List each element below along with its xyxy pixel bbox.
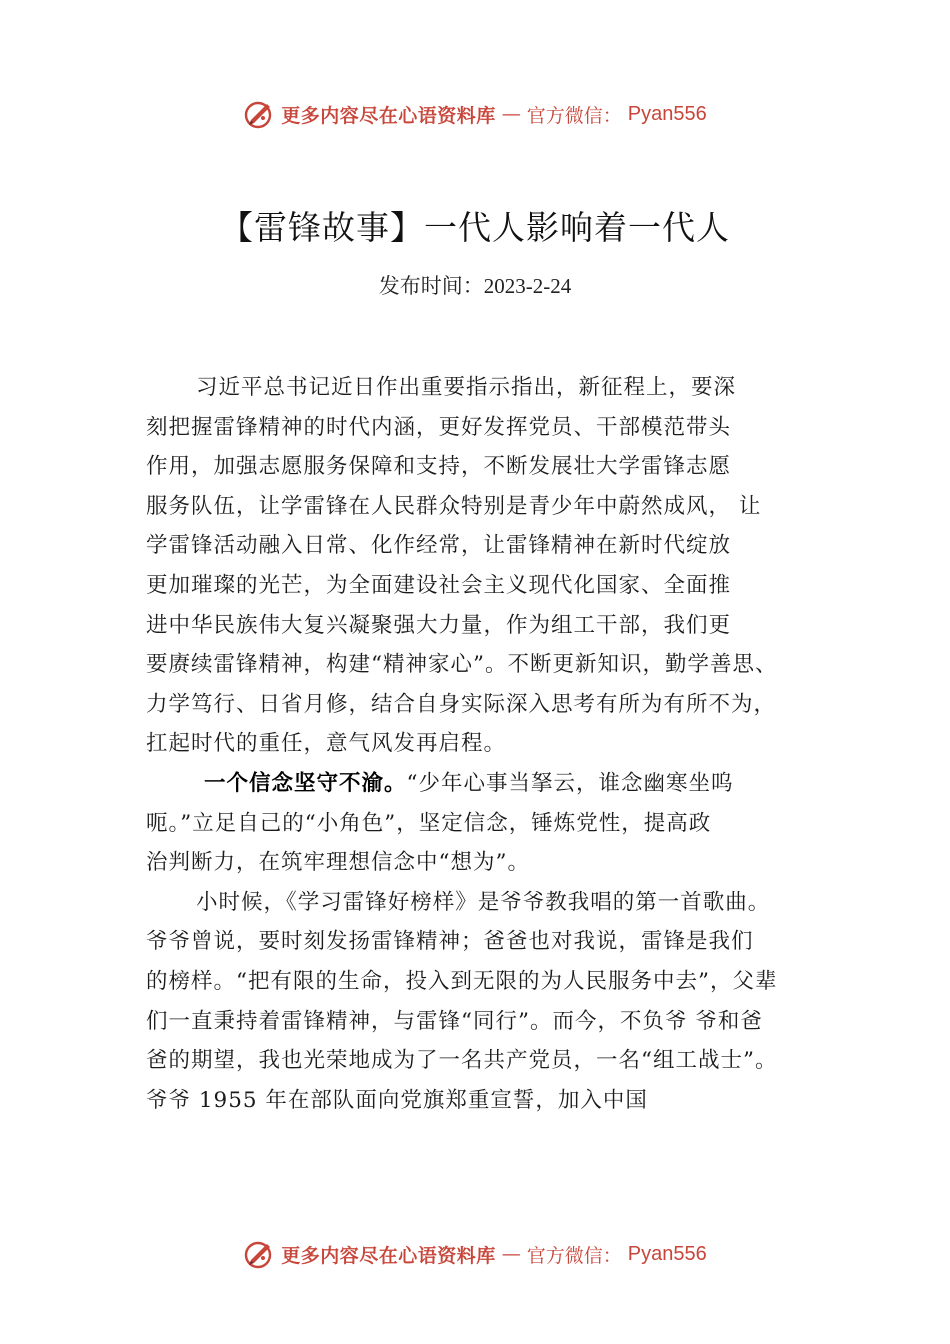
text-line: 习近平总书记近日作出重要指示指出，新征程上，要深 [196,375,737,400]
text-line: 刻把握雷锋精神的时代内涵，更好发挥党员、干部模范带头 [146,414,732,440]
text-line: 小时候，《学习雷锋好榜样》是爷爷教我唱的第一首歌曲。 [196,889,771,915]
text-line: 们一直秉持着雷锋精神，与雷锋“同行”。而今，不负爷 爷和爸 [146,1008,763,1034]
text-line: 爷爷 1955 年在部队面向党旗郑重宣誓，加入中国 [146,1087,648,1113]
text-line: 爷爷曾说，要时刻发扬雷锋精神；爸爸也对我说，雷锋是我们 [146,929,754,955]
article-body [146,368,836,1120]
header-watermark [0,96,950,132]
text-line: 呃。”立足自己的“小角色”，坚定信念，锤炼党性，提高政 [146,810,712,836]
text-line: 进中华民族伟大复兴凝聚强大力量，作为组工干部，我们更 [146,612,732,638]
page-title: 【雷锋故事】一代人影响着一代人 [220,208,730,247]
publish-date [0,270,950,300]
watermark-sub: 官方微信： [526,1244,622,1267]
watermark-id: Pyan556 [627,1242,707,1265]
text-line: 要赓续雷锋精神，构建“精神家心”。不断更新知识，勤学善思、 [146,652,778,678]
footer-watermark [0,1236,950,1272]
watermark-sub: 官方微信： [526,104,622,127]
section-lead-rest: “少年心事当拏云，谁念幽寒坐呜 [406,770,734,796]
text-line: 治判断力，在筑牢理想信念中“想为”。 [146,850,530,876]
text-line: 作用，加强志愿服务保障和支持，不断发展壮大学雷锋志愿 [146,454,732,480]
text-line: 力学笃行、日省月修，结合自身实际深入思考有所为有所不为， [146,691,777,717]
section-heading-line [146,764,836,804]
watermark-dash: — [501,1243,521,1265]
pen-logo-icon [243,98,275,130]
publish-date-value: 2023-2-24 [483,274,572,298]
text-line: 扛起时代的重任，意气风发再启程。 [146,731,507,757]
text-line: 服务队伍，让学雷锋在人民群众特别是青少年中蔚然成风， 让 [146,493,762,519]
publish-date-label: 发布时间： [378,274,484,298]
watermark-text: 更多内容尽在心语资料库 [281,104,496,127]
watermark-dash: — [501,103,521,125]
pen-logo-icon [243,1238,275,1270]
watermark-text: 更多内容尽在心语资料库 [281,1244,496,1267]
section-lead-bold: 一个信念坚守不渝。 [204,770,407,795]
text-line: 学雷锋活动融入日常、化作经常，让雷锋精神在新时代绽放 [146,533,732,559]
text-line: 爸的期望，我也光荣地成为了一名共产党员，一名“组工战士”。 [146,1048,778,1074]
text-line: 的榜样。“把有限的生命，投入到无限的为人民服务中去”，父辈 [146,968,778,994]
text-line: 更加璀璨的光芒，为全面建设社会主义现代化国家、全面推 [146,572,732,598]
watermark-id: Pyan556 [627,102,707,125]
